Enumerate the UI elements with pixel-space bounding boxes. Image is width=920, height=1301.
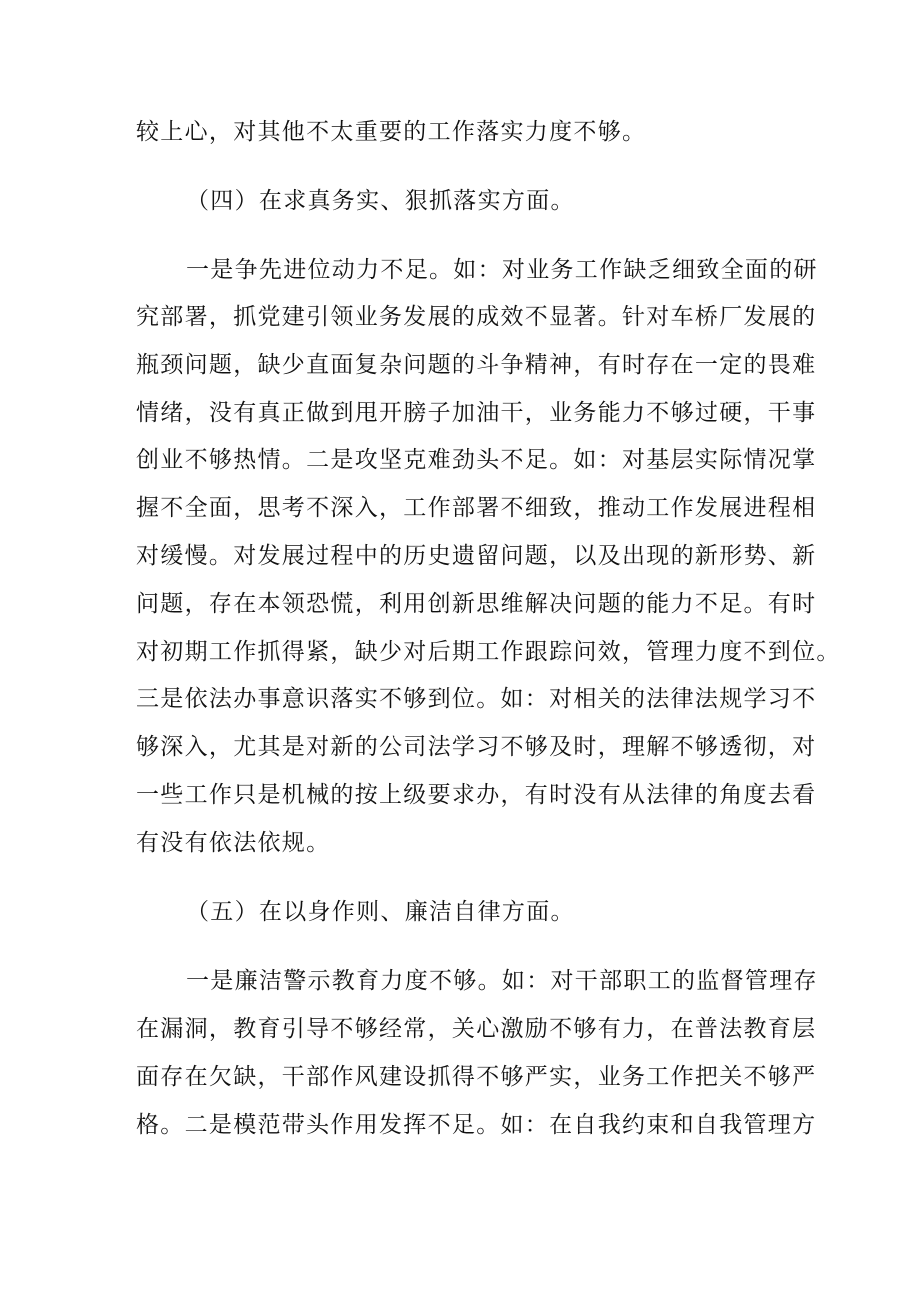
text-line-9: 对缓慢。对发展过程中的历史遗留问题，以及出现的新形势、新 bbox=[136, 543, 817, 569]
section-heading-5: （五）在以身作则、廉洁自律方面。 bbox=[186, 899, 575, 925]
text-line-17: 一是廉洁警示教育力度不够。如：对干部职工的监督管理存 bbox=[186, 968, 818, 994]
text-line-18: 在漏洞，教育引导不够经常，关心激励不够有力，在普法教育层 bbox=[136, 1016, 817, 1042]
text-line-4: 究部署，抓党建引领业务发展的成效不显著。针对车桥厂发展的 bbox=[136, 304, 817, 330]
text-line-6: 情绪，没有真正做到甩开膀子加油干，业务能力不够过硬，干事 bbox=[136, 400, 817, 426]
section-heading-4: （四）在求真务实、狠抓落实方面。 bbox=[186, 188, 575, 214]
text-line-14: 一些工作只是机械的按上级要求办，有时没有从法律的角度去看 bbox=[136, 782, 817, 808]
text-line-7: 创业不够热情。二是攻坚克难劲头不足。如：对基层实际情况掌 bbox=[136, 447, 817, 473]
text-line-11: 对初期工作抓得紧，缺少对后期工作跟踪问效，管理力度不到位。 bbox=[136, 639, 841, 665]
text-line-12: 三是依法办事意识落实不够到位。如：对相关的法律法规学习不 bbox=[136, 686, 817, 712]
text-line-19: 面存在欠缺，干部作风建设抓得不够严实，业务工作把关不够严 bbox=[136, 1064, 817, 1090]
text-line-20: 格。二是模范带头作用发挥不足。如：在自我约束和自我管理方 bbox=[136, 1112, 817, 1138]
text-line-3: 一是争先进位动力不足。如：对业务工作缺乏细致全面的研 bbox=[186, 257, 818, 283]
text-line-1: 较上心，对其他不太重要的工作落实力度不够。 bbox=[136, 119, 647, 145]
text-line-13: 够深入，尤其是对新的公司法学习不够及时，理解不够透彻，对 bbox=[136, 734, 817, 760]
text-line-15: 有没有依法依规。 bbox=[136, 830, 331, 856]
text-line-10: 问题，存在本领恐慌，利用创新思维解决问题的能力不足。有时 bbox=[136, 591, 817, 617]
text-line-5: 瓶颈问题，缺少直面复杂问题的斗争精神，有时存在一定的畏难 bbox=[136, 352, 817, 378]
text-line-8: 握不全面，思考不深入，工作部署不细致，推动工作发展进程相 bbox=[136, 495, 817, 521]
